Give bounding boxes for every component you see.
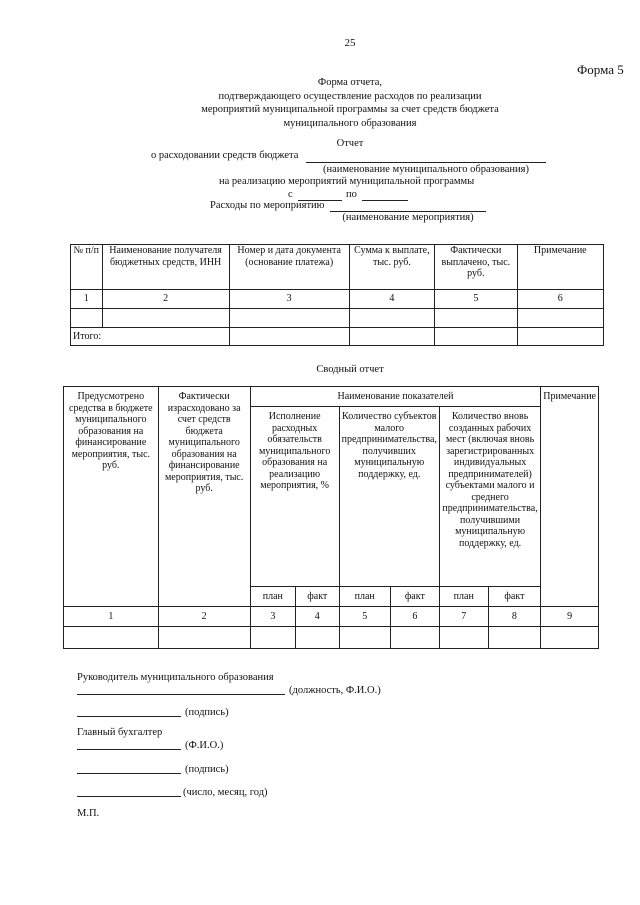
municipality-hint: (наименование муниципального образования) [322, 164, 530, 175]
number-cell: 8 [488, 607, 541, 627]
number-cell: 2 [158, 607, 250, 627]
fio-hint: (Ф.И.О.) [185, 740, 224, 751]
head-sign-blank[interactable] [77, 716, 181, 717]
accountant-fio-blank[interactable] [77, 749, 181, 750]
blank-cell[interactable] [517, 328, 603, 346]
header-cell: Количество субъектов малого предпринимательства, получивших муниципальную поддержку, ед. [339, 407, 439, 587]
blank-cell[interactable] [349, 309, 434, 328]
blank-cell[interactable] [541, 627, 599, 649]
number-cell: 6 [517, 290, 603, 309]
blank-cell[interactable] [435, 309, 517, 328]
blank-cell[interactable] [158, 627, 250, 649]
blank-cell[interactable] [517, 309, 603, 328]
number-cell: 3 [229, 290, 349, 309]
title-line: мероприятий муниципальной программы за счет средств бюджета [201, 104, 499, 115]
header-cell: Исполнение расходных обязательств муниципального образования на реализацию мероприятия, % [250, 407, 339, 587]
date-blank[interactable] [77, 796, 181, 797]
blank-cell[interactable] [339, 627, 390, 649]
blank-cell[interactable] [349, 328, 434, 346]
blank-cell[interactable] [488, 627, 541, 649]
blank-cell[interactable] [250, 627, 295, 649]
title-line: подтверждающего осуществление расходов по реализации [218, 90, 482, 102]
number-cell: 1 [64, 607, 159, 627]
head-blank[interactable] [77, 694, 285, 695]
report-heading: Отчет [336, 138, 364, 149]
indicators-group-header: Наименование показателей [250, 387, 541, 407]
title-line: Форма отчета, [317, 77, 383, 88]
head-label: Руководитель муниципального образования [77, 672, 274, 683]
header-cell: Количество вновь созданных рабочих мест (включая вновь зарегистрированных индивидуальных предпринимателей) субъектами малого и среднего предпринимательства, получившими муниципальную поддержку, ед. [439, 407, 540, 587]
header-cell: Номер и дата документа (основание платежа) [229, 245, 349, 290]
number-cell: 9 [541, 607, 599, 627]
stamp-label: М.П. [77, 808, 100, 819]
header-cell: Фактически выплачено, тыс. руб. [435, 245, 517, 290]
blank-cell[interactable] [71, 309, 103, 328]
blank-cell[interactable] [439, 627, 488, 649]
blank-cell[interactable] [102, 309, 229, 328]
plan-header: план [439, 587, 488, 607]
sign-hint: (подпись) [185, 764, 229, 775]
blank-cell[interactable] [390, 627, 439, 649]
summary-heading: Сводный отчет [316, 364, 384, 375]
title-line: муниципального образования [283, 117, 417, 129]
total-label: Итого: [71, 328, 230, 346]
accountant-sign-blank[interactable] [77, 773, 181, 774]
date-hint: (число, месяц, год) [183, 787, 268, 798]
blank-cell[interactable] [64, 627, 159, 649]
blank-cell[interactable] [435, 328, 517, 346]
municipality-blank[interactable] [306, 162, 546, 163]
form-title [150, 76, 550, 130]
period-to-label: по [346, 189, 357, 200]
blank-cell[interactable] [296, 627, 340, 649]
plan-header: план [339, 587, 390, 607]
blank-cell[interactable] [229, 309, 349, 328]
fact-header: факт [488, 587, 541, 607]
number-cell: 4 [349, 290, 434, 309]
period-to-blank[interactable] [362, 200, 408, 201]
number-cell: 1 [71, 290, 103, 309]
page-number: 25 [344, 37, 356, 49]
payments-table [70, 244, 604, 346]
header-cell: Примечание [517, 245, 603, 290]
activity-hint: (наименование мероприятия) [342, 212, 474, 223]
number-cell: 5 [339, 607, 390, 627]
form-label: Форма 5 [577, 62, 624, 77]
head-hint: (должность, Ф.И.О.) [289, 685, 381, 696]
plan-header: план [250, 587, 295, 607]
header-cell: Примечание [541, 387, 599, 607]
sign-hint: (подпись) [185, 707, 229, 718]
report-line-2: на реализацию мероприятий муниципальной программы [219, 176, 475, 187]
accountant-label: Главный бухгалтер [77, 727, 163, 738]
header-cell: № п/п [71, 245, 103, 290]
number-cell: 2 [102, 290, 229, 309]
fact-header: факт [296, 587, 340, 607]
header-cell: Сумма к выплате, тыс. руб. [349, 245, 434, 290]
report-line-1: о расходовании средств бюджета [151, 150, 299, 161]
number-cell: 5 [435, 290, 517, 309]
fact-header: факт [390, 587, 439, 607]
header-cell: Фактически израсходовано за счет средств бюджета муниципального образования на финансирование мероприятия, тыс. руб. [158, 387, 250, 607]
blank-cell[interactable] [229, 328, 349, 346]
period-from-label: с [288, 189, 293, 200]
number-cell: 3 [250, 607, 295, 627]
header-cell: Предусмотрено средства в бюджете муниципального образования на финансирование мероприятия, тыс. руб. [64, 387, 159, 607]
number-cell: 6 [390, 607, 439, 627]
number-cell: 4 [296, 607, 340, 627]
report-line-3: Расходы по мероприятию [210, 200, 325, 211]
header-cell: Наименование получателя бюджетных средств, ИНН [102, 245, 229, 290]
number-cell: 7 [439, 607, 488, 627]
summary-table [63, 386, 599, 649]
